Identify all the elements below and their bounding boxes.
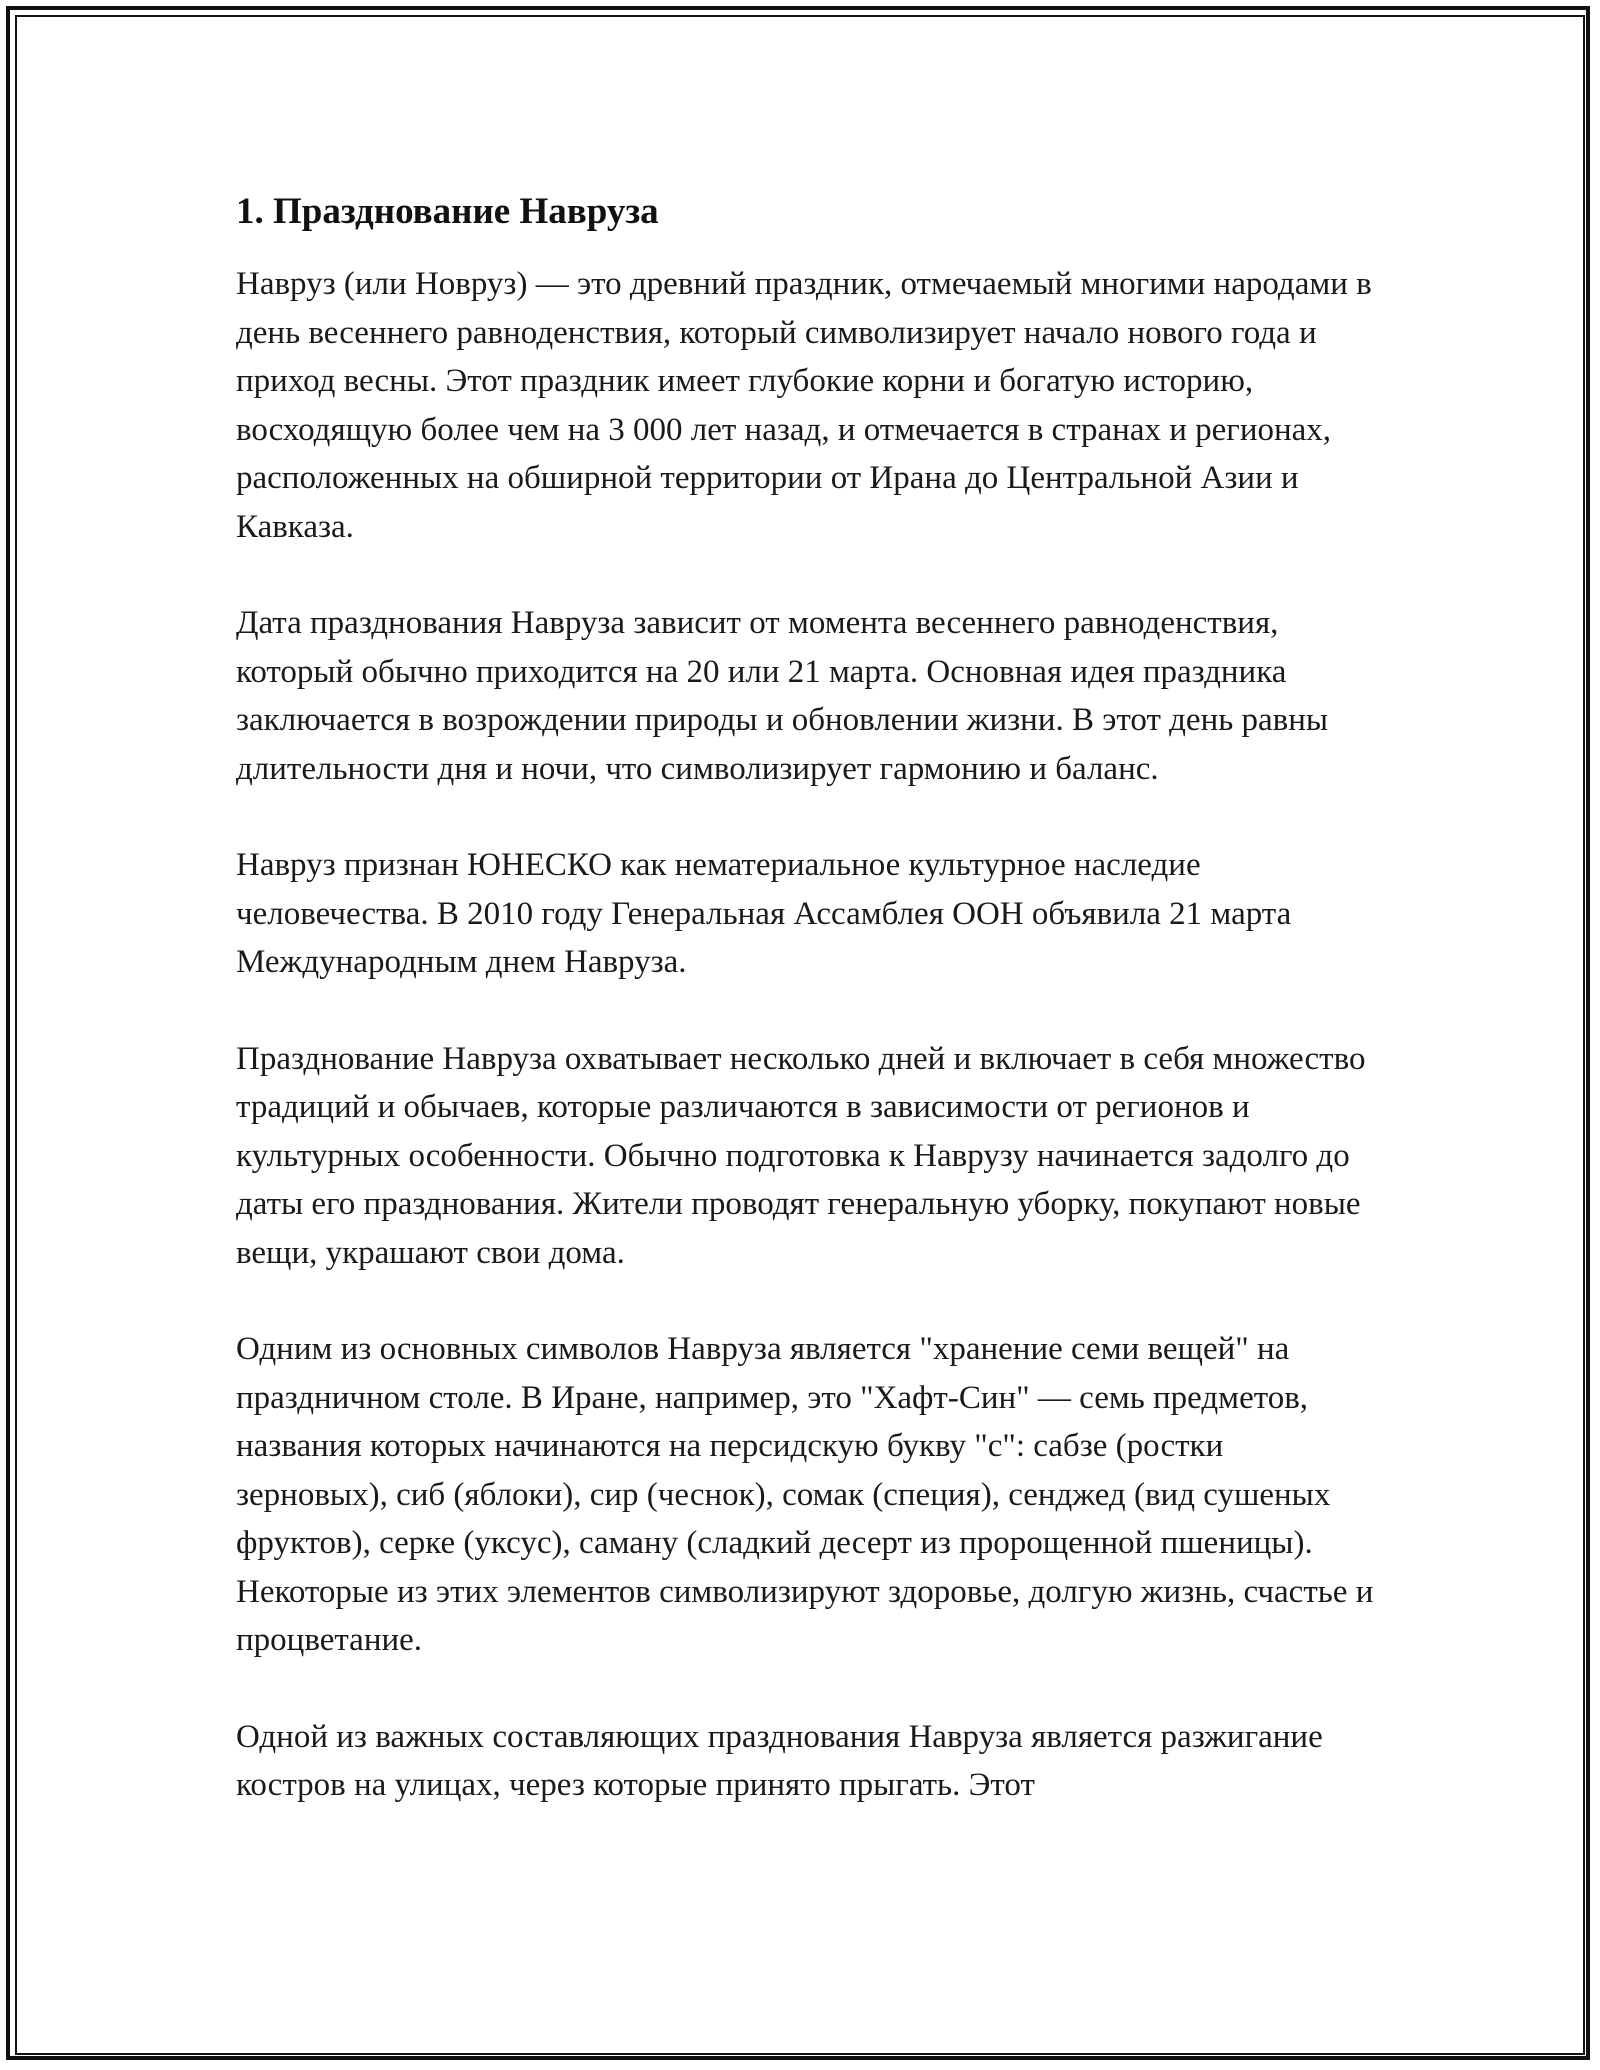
paragraph-2: Дата празднования Навруза зависит от момента весеннего равноденствия, который обычно приходится на 20 или 21 марта. Основная идея праздника заключается в возрождении природы и обновлении жизни. В этот день равны длительности дня и ночи, что символизирует гармонию и баланс. — [236, 605, 1329, 787]
paragraph-5: Одним из основных символов Навруза является "хранение семи вещей" на праздничном столе. В Иране, например, это "Хафт-Син" — семь предметов, названия которых начинаются на персидскую букву "с": сабзе (ростки зерновых), сиб (яблоки), сир (чеснок), сомак (специя), сенджед (вид сушеных фруктов), серке (уксус), саману (сладкий десерт из пророщенной пшеницы). Некоторые из этих элементов символизируют здоровье, долгую жизнь, счастье и процветание. — [236, 1331, 1374, 1658]
section-heading: 1. Празднование Навруза — [236, 191, 659, 232]
paragraph-6: Одной из важных составляющих празднования Навруза является разжигание костров на улицах, через которые принято прыгать. Этот — [236, 1718, 1323, 1803]
paragraph-1: Навруз (или Новруз) — это древний праздник, отмечаемый многими народами в день весеннего равноденствия, который символизирует начало нового года и приход весны. Этот праздник имеет глубокие корни и богатую историю, восходящую более чем на 3 000 лет назад, и отмечается в странах и регионах, расположенных на обширной территории от Ирана до Центральной Азии и Кавказа. — [236, 266, 1372, 545]
paragraph-3: Навруз признан ЮНЕСКО как нематериальное культурное наследие человечества. В 2010 году Генеральная Ассамблея ООН объявила 21 марта Международным днем Навруза. — [236, 847, 1292, 980]
document-body — [236, 188, 1376, 1858]
paragraph-4: Празднование Навруза охватывает несколько дней и включает в себя множество традиций и обычаев, которые различаются в зависимости от регионов и культурных особенности. Обычно подготовка к Наврузу начинается задолго до даты его празднования. Жители проводят генеральную уборку, покупают новые вещи, украшают свои дома. — [236, 1040, 1366, 1271]
